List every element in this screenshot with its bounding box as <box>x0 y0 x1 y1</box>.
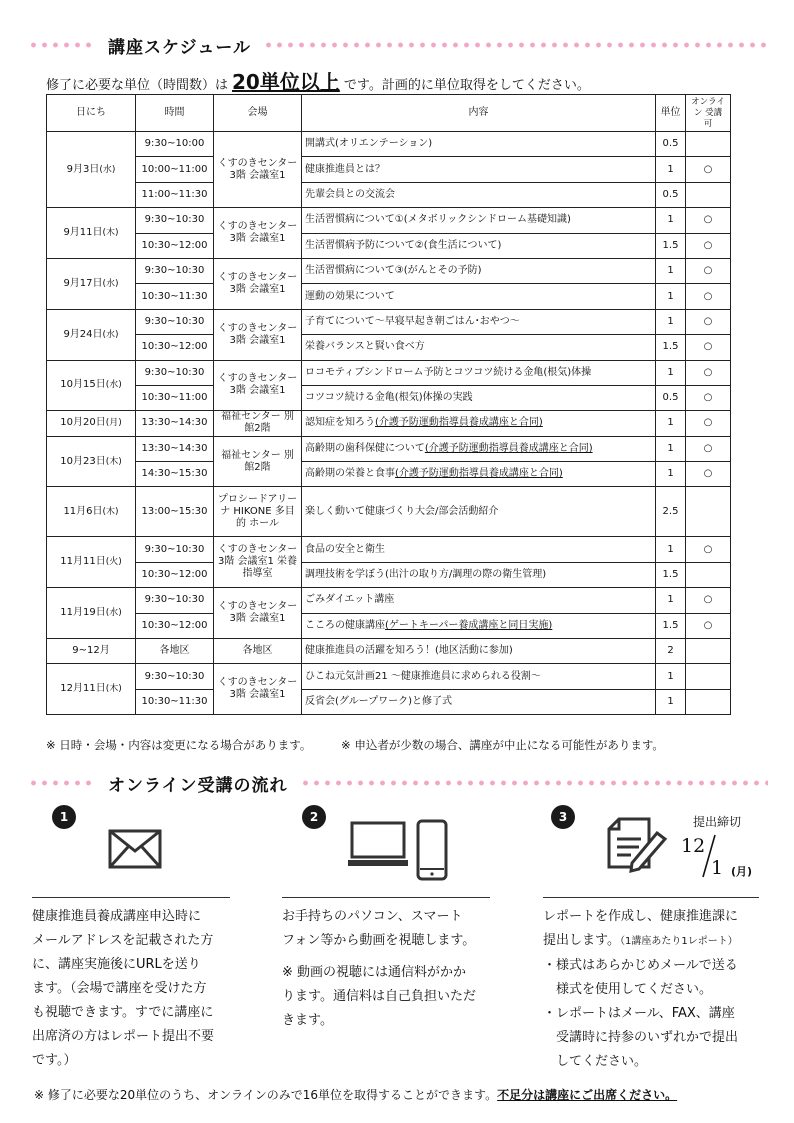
text-line: レポートを作成し、健康推進課に <box>543 909 739 924</box>
text-line: 受講時に持参のいずれかで提出 <box>543 1030 739 1045</box>
content-cell: 反省会(グループワーク)と修了式 <box>302 689 656 714</box>
step-divider <box>543 897 759 898</box>
time-cell: 10:00~11:00 <box>136 157 214 182</box>
venue-cell: くすのきセンター 3階 会議室1 栄養指導室 <box>214 537 302 588</box>
text-line: 様式を使用してください。 <box>543 982 713 997</box>
content-cell: 子育てについて～早寝早起き朝ごはん･おやつ～ <box>302 309 656 334</box>
unit-cell: 1.5 <box>656 335 686 360</box>
content-cell: 先輩会員との交流会 <box>302 182 656 207</box>
table-row <box>47 411 731 436</box>
date-cell: 10月23日(木) <box>47 436 136 487</box>
date-cell: 9月24日(水) <box>47 309 136 360</box>
online-cell <box>686 689 731 714</box>
content-cell: ごみダイエット講座 <box>302 588 656 613</box>
content-cell: 認知症を知ろう(介護予防運動指導員養成講座と合同) <box>302 411 656 436</box>
text-line: です。） <box>32 1053 77 1068</box>
date-cell: 9月11日(木) <box>47 208 136 259</box>
schedule-section-header <box>28 32 768 58</box>
time-cell: 10:30~11:00 <box>136 385 214 410</box>
venue-cell: くすのきセンター 3階 会議室1 <box>214 258 302 309</box>
pink-dots-right <box>300 780 769 786</box>
time-cell: 9:30~10:30 <box>136 309 214 334</box>
online-cell <box>686 664 731 689</box>
step-divider <box>32 897 230 898</box>
text-line: も視聴できます。すでに講座に <box>32 1005 214 1020</box>
deadline-day: 1 <box>711 857 724 879</box>
table-row <box>47 537 731 562</box>
table-header-row <box>47 95 731 132</box>
pink-dots-left <box>28 42 96 48</box>
online-cell: ○ <box>686 436 731 461</box>
content-cell: 運動の効果について <box>302 284 656 309</box>
date-cell: 10月20日(月) <box>47 411 136 436</box>
content-cell: 健康推進員の活躍を知ろう！(地区活動に参加) <box>302 639 656 664</box>
time-cell: 9:30~10:30 <box>136 537 214 562</box>
content-cell: 開講式(オリエンテーション) <box>302 132 656 157</box>
table-row <box>47 182 731 207</box>
online-cell: ○ <box>686 157 731 182</box>
unit-cell: 1.5 <box>656 562 686 587</box>
online-cell: ○ <box>686 233 731 258</box>
text-line: 出席済の方はレポート提出不要 <box>32 1029 215 1044</box>
pink-dots-right <box>263 42 768 48</box>
content-cell: 生活習慣病予防について②(食生活について) <box>302 233 656 258</box>
unit-cell: 1 <box>656 258 686 283</box>
time-cell: 11:00~11:30 <box>136 182 214 207</box>
unit-cell: 1 <box>656 537 686 562</box>
time-cell: 13:30~14:30 <box>136 411 214 436</box>
text-line: フォン等から動画を視聴します。 <box>282 933 476 948</box>
online-cell: ○ <box>686 462 731 487</box>
unit-cell: 2 <box>656 639 686 664</box>
header-venue: 会場 <box>214 95 302 132</box>
date-cell: 10月15日(水) <box>47 360 136 411</box>
envelope-icon <box>108 829 162 869</box>
step-number: 2 <box>302 805 326 829</box>
content-cell: ロコモティブシンドローム予防とコツコツ続ける金亀(根気)体操 <box>302 360 656 385</box>
online-cell: ○ <box>686 385 731 410</box>
unit-cell: 1 <box>656 360 686 385</box>
online-cell: ○ <box>686 613 731 638</box>
time-cell: 9:30~10:30 <box>136 360 214 385</box>
time-cell: 10:30~12:00 <box>136 233 214 258</box>
unit-cell: 1 <box>656 436 686 461</box>
venue-cell: 福祉センター 別館2階 <box>214 411 302 436</box>
table-row <box>47 689 731 714</box>
table-row <box>47 385 731 410</box>
note-change: ※ 日時・会場・内容は変更になる場合があります。 <box>46 738 312 752</box>
online-cell <box>686 487 731 537</box>
online-cell: ○ <box>686 411 731 436</box>
time-cell: 9:30~10:30 <box>136 208 214 233</box>
schedule-table <box>46 94 731 715</box>
step-2 <box>282 805 506 1075</box>
online-title: オンライン受講の流れ <box>108 775 288 796</box>
step-number: 3 <box>551 805 575 829</box>
table-row <box>47 436 731 461</box>
content-cell: 高齢期の歯科保健について(介護予防運動指導員養成講座と合同) <box>302 436 656 461</box>
step-3-text <box>543 905 738 1074</box>
unit-cell: 0.5 <box>656 132 686 157</box>
schedule-title: 講座スケジュール <box>108 37 251 58</box>
unit-cell: 1 <box>656 284 686 309</box>
table-row <box>47 208 731 233</box>
deadline-dow: (月) <box>731 865 753 878</box>
venue-cell: プロシードアリーナ HIKONE 多目的 ホール <box>214 487 302 537</box>
online-cell: ○ <box>686 284 731 309</box>
content-cell: ひこね元気計画21 ～健康推進員に求められる役割～ <box>302 664 656 689</box>
time-cell: 13:00~15:30 <box>136 487 214 537</box>
text-line: ※ 動画の視聴には通信料がかか <box>282 965 467 980</box>
table-row <box>47 588 731 613</box>
online-cell: ○ <box>686 360 731 385</box>
required-units: 20単位以上 <box>232 70 340 94</box>
footer-emphasis: 不足分は講座にご出席ください。 <box>497 1088 678 1102</box>
table-row <box>47 284 731 309</box>
date-cell: 11月11日(火) <box>47 537 136 588</box>
table-row <box>47 335 731 360</box>
online-cell: ○ <box>686 258 731 283</box>
time-cell: 10:30~12:00 <box>136 613 214 638</box>
text-line: ・レポートはメール、FAX、講座 <box>543 1006 735 1021</box>
unit-cell: 1 <box>656 309 686 334</box>
header-content: 内容 <box>302 95 656 132</box>
table-row <box>47 462 731 487</box>
deadline-label: 提出締切 <box>693 815 742 829</box>
table-row <box>47 258 731 283</box>
online-cell <box>686 182 731 207</box>
time-cell: 各地区 <box>136 639 214 664</box>
note-cancel: ※ 申込者が少数の場合、講座が中止になる可能性があります。 <box>341 738 664 752</box>
online-cell: ○ <box>686 335 731 360</box>
step-3 <box>543 805 773 1085</box>
table-row <box>47 309 731 334</box>
time-cell: 13:30~14:30 <box>136 436 214 461</box>
date-cell: 12月11日(木) <box>47 664 136 715</box>
header-online: オンライン 受講可 <box>686 95 731 132</box>
date-cell: 11月6日(木) <box>47 487 136 537</box>
unit-cell: 1.5 <box>656 613 686 638</box>
footer-note: ※ 修了に必要な20単位のうち、オンラインのみで16単位を取得することができます。不足分は講座にご出席ください。 <box>34 1088 678 1102</box>
date-cell: 9月17日(水) <box>47 258 136 309</box>
table-row <box>47 360 731 385</box>
time-cell: 10:30~12:00 <box>136 562 214 587</box>
time-cell: 9:30~10:30 <box>136 258 214 283</box>
header-date: 日にち <box>47 95 136 132</box>
unit-cell: 0.5 <box>656 385 686 410</box>
unit-cell: 1 <box>656 588 686 613</box>
date-cell: 9~12月 <box>47 639 136 664</box>
content-cell: 生活習慣病について③(がんとその予防) <box>302 258 656 283</box>
header-unit: 単位 <box>656 95 686 132</box>
time-cell: 9:30~10:30 <box>136 588 214 613</box>
step-divider <box>282 897 490 898</box>
content-cell: 高齢期の栄養と食事(介護予防運動指導員養成講座と合同) <box>302 462 656 487</box>
venue-cell: くすのきセンター 3階 会議室1 <box>214 132 302 208</box>
step-number: 1 <box>52 805 76 829</box>
unit-cell: 1 <box>656 411 686 436</box>
text-line: に、講座実施後にURLを送り <box>32 957 201 972</box>
time-cell: 14:30~15:30 <box>136 462 214 487</box>
time-cell: 10:30~11:30 <box>136 284 214 309</box>
content-cell: コツコツ続ける金亀(根気)体操の実践 <box>302 385 656 410</box>
online-section-header <box>28 770 768 796</box>
online-cell <box>686 562 731 587</box>
text-line: きます。 <box>282 1013 333 1028</box>
step-1-text <box>32 905 214 1073</box>
text-line: 提出します。（1講座あたり1レポート） <box>543 933 738 948</box>
report-writing-icon <box>605 815 669 881</box>
pink-dots-left <box>28 780 96 786</box>
content-cell: 健康推進員とは？ <box>302 157 656 182</box>
unit-cell: 1 <box>656 157 686 182</box>
time-cell: 10:30~11:30 <box>136 689 214 714</box>
unit-cell: 1.5 <box>656 233 686 258</box>
text-line: ります。通信料は自己負担いただ <box>282 989 476 1004</box>
table-row <box>47 562 731 587</box>
online-cell: ○ <box>686 588 731 613</box>
online-cell: ○ <box>686 208 731 233</box>
unit-cell: 1 <box>656 689 686 714</box>
venue-cell: くすのきセンター 3階 会議室1 <box>214 309 302 360</box>
schedule-notes <box>46 737 664 753</box>
text-line: ・様式はあらかじめメールで送る <box>543 958 738 973</box>
venue-cell: 福祉センター 別館2階 <box>214 436 302 487</box>
unit-cell: 1 <box>656 208 686 233</box>
time-cell: 9:30~10:00 <box>136 132 214 157</box>
deadline-month: 12 <box>681 835 706 857</box>
content-cell: 栄養バランスと賢い食べ方 <box>302 335 656 360</box>
content-cell: こころの健康講座(ゲートキーパー養成講座と同日実施) <box>302 613 656 638</box>
table-row <box>47 157 731 182</box>
time-cell: 9:30~10:30 <box>136 664 214 689</box>
content-cell: 食品の安全と衛生 <box>302 537 656 562</box>
online-cell: ○ <box>686 537 731 562</box>
intro-text: 修了に必要な単位（時間数）は 20単位以上 です。計画的に単位取得をしてください。 <box>46 70 590 94</box>
unit-cell: 2.5 <box>656 487 686 537</box>
step-2-text <box>282 905 476 1033</box>
date-cell: 9月3日(水) <box>47 132 136 208</box>
venue-cell: くすのきセンター 3階 会議室1 <box>214 588 302 639</box>
date-cell: 11月19日(水) <box>47 588 136 639</box>
table-row <box>47 613 731 638</box>
step-1 <box>32 805 256 1075</box>
text-line: お手持ちのパソコン、スマート <box>282 909 463 924</box>
text-line: 健康推進員養成講座申込時に <box>32 909 202 924</box>
time-cell: 10:30~12:00 <box>136 335 214 360</box>
online-cell: ○ <box>686 309 731 334</box>
content-cell: 楽しく動いて健康づくり大会/部会活動紹介 <box>302 487 656 537</box>
online-cell <box>686 132 731 157</box>
table-row <box>47 233 731 258</box>
table-row <box>47 487 731 537</box>
content-cell: 生活習慣病について①(メタボリックシンドローム基礎知識) <box>302 208 656 233</box>
venue-cell: くすのきセンター 3階 会議室1 <box>214 664 302 715</box>
table-row <box>47 639 731 664</box>
table-row <box>47 132 731 157</box>
venue-cell: 各地区 <box>214 639 302 664</box>
header-time: 時間 <box>136 95 214 132</box>
text-line: してください。 <box>543 1054 648 1069</box>
online-cell <box>686 639 731 664</box>
venue-cell: くすのきセンター 3階 会議室1 <box>214 360 302 411</box>
text-line: メールアドレスを記載された方 <box>32 933 214 948</box>
unit-cell: 1 <box>656 664 686 689</box>
text-line: ます。（会場で講座を受けた方 <box>32 981 207 996</box>
spacer <box>282 953 476 961</box>
unit-cell: 0.5 <box>656 182 686 207</box>
content-cell: 調理技術を学ぼう(出汁の取り方/調理の際の衛生管理) <box>302 562 656 587</box>
computer-and-phone-icon <box>348 817 452 885</box>
table-row <box>47 664 731 689</box>
unit-cell: 1 <box>656 462 686 487</box>
venue-cell: くすのきセンター 3階 会議室1 <box>214 208 302 259</box>
